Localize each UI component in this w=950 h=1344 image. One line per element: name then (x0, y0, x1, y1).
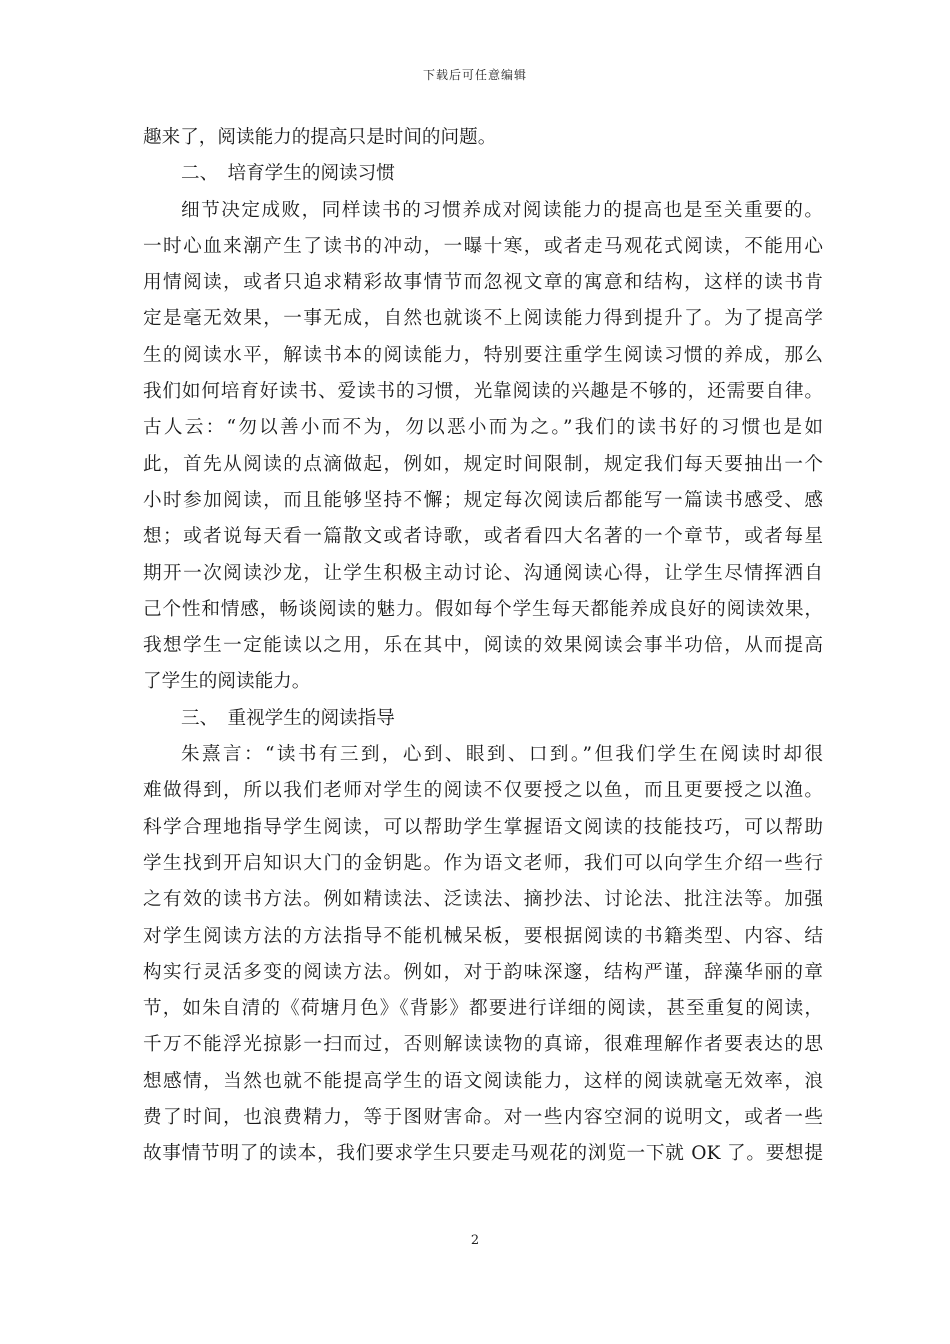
document-body (143, 120, 823, 1173)
text-line: 我想学生一定能读以之用，乐在其中，阅读的效果阅读会事半功倍，从而提高 (143, 635, 823, 657)
text-line: 费了时间，也浪费精力，等于图财害命。对一些内容空洞的说明文，或者一些 (143, 1107, 823, 1129)
text-line: 此，首先从阅读的点滴做起，例如，规定时间限制，规定我们每天要抽出一个 (143, 453, 823, 475)
text-line: 用情阅读，或者只追求精彩故事情节而忽视文章的寓意和结构，这样的读书肯 (143, 272, 823, 294)
text-line: 千万不能浮光掠影一扫而过，否则解读读物的真谛，很难理解作者要表达的思 (143, 1034, 823, 1056)
text-line: 二、 培育学生的阅读习惯 (181, 163, 395, 185)
text-line: 想感情，当然也就不能提高学生的语文阅读能力，这样的阅读就毫无效率，浪 (143, 1070, 823, 1092)
text-line: 细节决定成败，同样读书的习惯养成对阅读能力的提高也是至关重要的。 (181, 199, 823, 221)
text-line: 小时参加阅读，而且能够坚持不懈；规定每次阅读后都能写一篇读书感受、感 (143, 489, 823, 511)
text-line: 想；或者说每天看一篇散文或者诗歌，或者看四大名著的一个章节，或者每星 (143, 526, 823, 548)
text-line: 学生找到开启知识大门的金钥匙。作为语文老师，我们可以向学生介绍一些行 (143, 852, 823, 874)
text-line: 我们如何培育好读书、爱读书的习惯，光靠阅读的兴趣是不够的，还需要自律。 (143, 381, 823, 403)
text-line: 科学合理地指导学生阅读，可以帮助学生掌握语文阅读的技能技巧，可以帮助 (143, 816, 823, 838)
text-line: 古人云：“勿以善小而不为，勿以恶小而为之。”我们的读书好的习惯也是如 (143, 417, 823, 439)
text-line: 趣来了，阅读能力的提高只是时间的问题。 (143, 127, 497, 148)
page-header: 下载后可任意编辑 (422, 68, 527, 82)
text-line: 己个性和情感，畅谈阅读的魅力。假如每个学生每天都能养成良好的阅读效果， (143, 598, 823, 620)
text-line: 节，如朱自清的《荷塘月色》《背影》都要进行详细的阅读，甚至重复的阅读， (143, 998, 823, 1020)
text-line: 对学生阅读方法的方法指导不能机械呆板，要根据阅读的书籍类型、内容、结 (143, 925, 823, 947)
text-line: 生的阅读水平，解读书本的阅读能力，特别要注重学生阅读习惯的养成，那么 (143, 344, 823, 366)
text-line: 之有效的读书方法。例如精读法、泛读法、摘抄法、讨论法、批注法等。加强 (143, 889, 823, 911)
text-line: 朱熹言：“读书有三到，心到、眼到、口到。”但我们学生在阅读时却很 (181, 744, 823, 766)
text-line: 了学生的阅读能力。 (143, 671, 311, 693)
text-line: 一时心血来潮产生了读书的冲动，一曝十寒，或者走马观花式阅读，不能用心 (143, 235, 823, 257)
text-line: 定是毫无效果，一事无成，自然也就谈不上阅读能力得到提升了。为了提高学 (143, 308, 823, 330)
text-line: 构实行灵活多变的阅读方法。例如，对于韵味深邃，结构严谨，辞藻华丽的章 (143, 961, 823, 983)
page-number: 2 (470, 1233, 480, 1248)
text-line: 故事情节明了的读本，我们要求学生只要走马观花的浏览一下就 OK 了。要想提 (143, 1143, 823, 1165)
text-line: 三、 重视学生的阅读指导 (181, 707, 395, 729)
text-line: 期开一次阅读沙龙，让学生积极主动讨论、沟通阅读心得，让学生尽情挥洒自 (143, 562, 823, 584)
text-line: 难做得到，所以我们老师对学生的阅读不仅要授之以鱼，而且更要授之以渔。 (143, 780, 823, 802)
